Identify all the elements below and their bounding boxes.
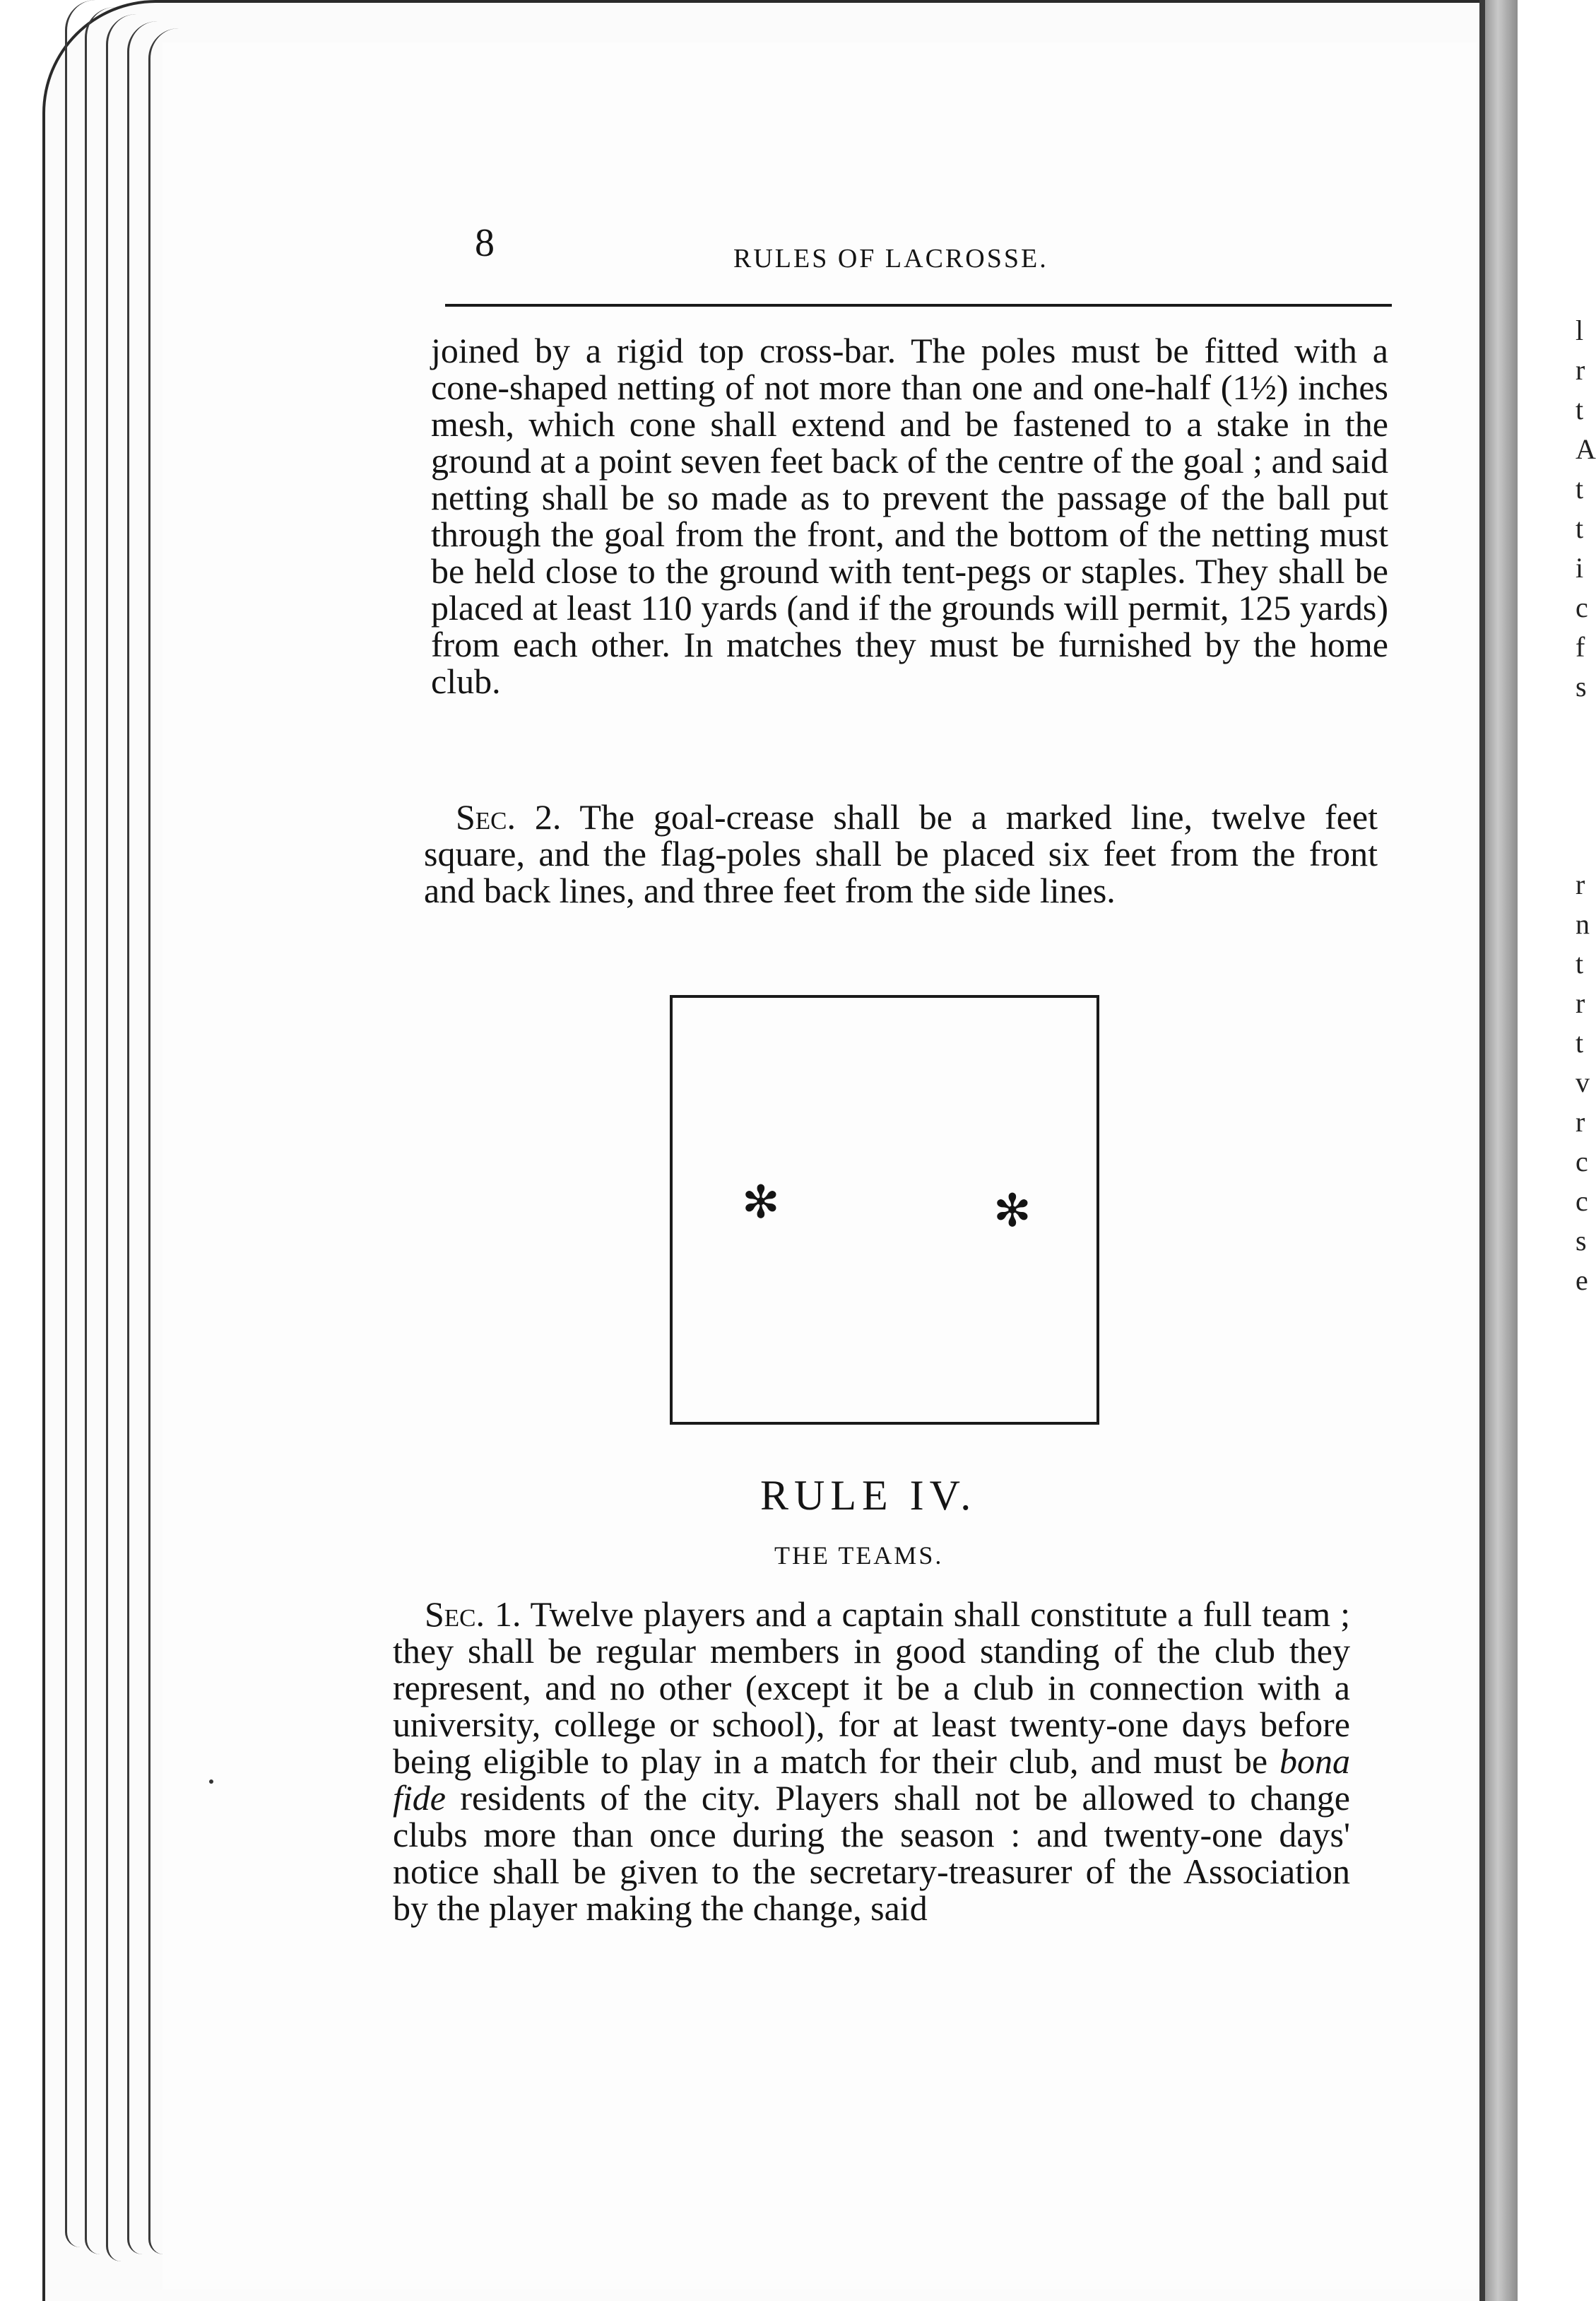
fragment-letter: c (1576, 592, 1588, 623)
rule-subtitle: THE TEAMS. (774, 1541, 944, 1570)
fragment-letter (1576, 707, 1591, 746)
speck (209, 1779, 213, 1784)
fragment-letter: v (1576, 1066, 1590, 1098)
section-text: Twelve players and a captain shall constitute a full team ; they shall be regular members in good standing of the club they represent, and no other (except it be a club in connection with a university, college or school), for at least twenty-one days before being eligible to play in a match for their club, and must be (393, 1594, 1350, 1781)
fragment-letter: t (1576, 1027, 1584, 1059)
rule-title: RULE IV. (760, 1472, 977, 1519)
fragment-letter: e (1576, 1264, 1588, 1296)
fragment-letter (1576, 746, 1591, 786)
section-label: Sec. 1. (425, 1594, 521, 1634)
fragment-letter: r (1576, 1106, 1585, 1138)
fragment-letter: c (1576, 1185, 1588, 1217)
fragment-letter: s (1576, 1225, 1587, 1257)
fragment-letter: l (1576, 314, 1584, 346)
section-text-continued: residents of the city. Players shall not be allowed to change clubs more than once during the season : and twenty-one days' notice shall be given to the secretary-treasurer of the Association by the player making the change, said (393, 1778, 1351, 1928)
goal-crease-diagram (670, 995, 1099, 1425)
header-rule (445, 304, 1392, 307)
paragraph-sec2 (424, 799, 1378, 909)
page-number: 8 (475, 221, 495, 265)
fragment-letter: r (1576, 987, 1585, 1019)
fragment-letter: A (1576, 433, 1596, 465)
fragment-letter: i (1576, 552, 1584, 584)
fragment-letter: r (1576, 869, 1585, 900)
fragment-letter: t (1576, 394, 1584, 425)
fragment-letter: t (1576, 473, 1584, 505)
fragment-letter: s (1576, 671, 1587, 702)
paragraph-sec1 (393, 1596, 1350, 1926)
fragment-letter: t (1576, 948, 1584, 979)
book-spine (1485, 0, 1518, 2301)
section-text: The goal-crease shall be a marked line, twelve feet square, and the flag-poles shall be placed six feet from the front and back lines, and three feet from the side lines. (424, 797, 1378, 910)
flag-pole-icon: ✻ (742, 1177, 780, 1229)
section-label: Sec. 2. (456, 797, 562, 837)
fragment-letter: c (1576, 1146, 1588, 1177)
fragment-letter: n (1576, 908, 1590, 940)
fragment-letter: t (1576, 512, 1584, 544)
next-page-fragments (1576, 311, 1596, 1300)
fragment-letter (1576, 786, 1591, 825)
flag-pole-icon: ✻ (993, 1185, 1032, 1237)
italic-term: bona fide (393, 1741, 1350, 1818)
running-title: RULES OF LACROSSE. (733, 244, 1048, 273)
paragraph-goal-netting: joined by a rigid top cross-bar. The poles must be fitted with a cone-shaped netting of not more than one and one-half (1½) inches mesh, which cone shall extend and be fastened to a stake in the ground at a point seven feet back of the centre of the goal ; and said netting shall be so made as to prevent the passage of the ball put through the goal from the front, and the bottom of the netting must be held close to the ground with tent-pegs or staples. They shall be placed at least 110 yards (and if the grounds will permit, 125 yards) from each other. In matches they must be furnished by the home club. (431, 331, 1388, 701)
fragment-letter: f (1576, 631, 1585, 663)
fragment-letter: r (1576, 354, 1585, 386)
fragment-letter (1576, 825, 1591, 865)
